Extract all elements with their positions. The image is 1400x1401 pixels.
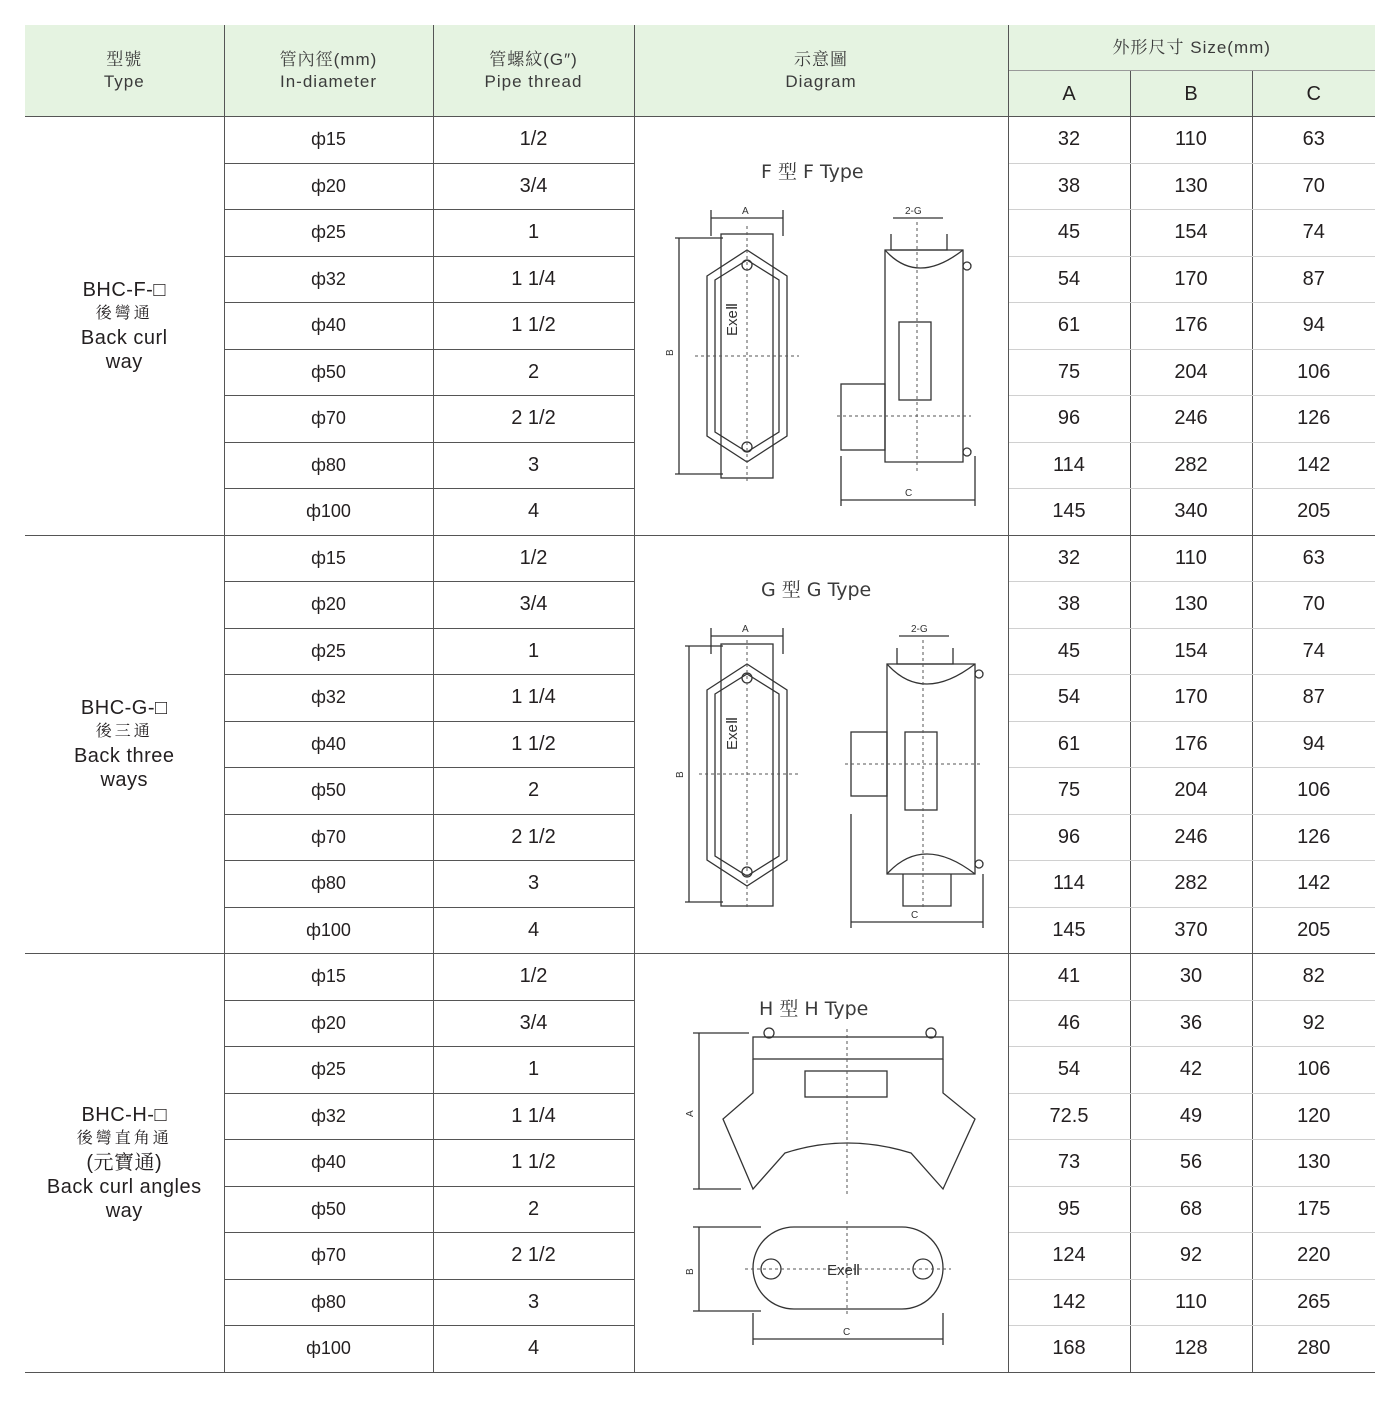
in-diameter-cell: ф32 [224,675,433,722]
size-a-cell: 75 [1008,349,1130,396]
model-name-cn: 後三通 [95,723,153,741]
header-size: 外形尺寸 Size(mm) [1008,25,1375,71]
header-type: 型號 Type [25,25,224,117]
table-row [25,954,1375,1001]
in-diameter-cell: ф80 [224,442,433,489]
dimension-label: A [685,1110,696,1117]
size-a-cell: 142 [1008,1279,1130,1326]
in-diameter-cell: ф25 [224,1047,433,1094]
size-b-cell: 130 [1130,582,1252,629]
diagram-cell [634,117,1008,536]
diagram-cell [634,535,1008,954]
pipe-thread-cell: 1 1/2 [433,721,634,768]
size-c-cell: 92 [1252,1000,1375,1047]
size-c-cell: 126 [1252,396,1375,443]
in-diameter-cell: ф100 [224,907,433,954]
size-b-cell: 110 [1130,1279,1252,1326]
size-a-cell: 46 [1008,1000,1130,1047]
pipe-thread-cell: 3 [433,861,634,908]
size-b-cell: 282 [1130,442,1252,489]
in-diameter-cell: ф25 [224,628,433,675]
dimension-label: B [675,771,686,779]
size-a-cell: 38 [1008,163,1130,210]
header-col-b: B [1130,71,1252,117]
dimension-label: B [685,1268,696,1275]
f-type-diagram [641,126,1001,526]
in-diameter-cell: ф20 [224,582,433,629]
dimension-label: C [843,1326,851,1338]
header-col-c: C [1252,71,1375,117]
size-a-cell: 38 [1008,582,1130,629]
in-diameter-cell: ф25 [224,210,433,257]
spec-table [25,25,1375,1373]
pipe-thread-cell: 1 1/2 [433,303,634,350]
in-diameter-cell: ф15 [224,954,433,1001]
size-b-cell: 154 [1130,628,1252,675]
size-a-cell: 45 [1008,210,1130,257]
pipe-thread-cell: 2 [433,349,634,396]
pipe-thread-cell: 2 1/2 [433,1233,634,1280]
pipe-thread-cell: 1 1/4 [433,675,634,722]
size-c-cell: 74 [1252,210,1375,257]
in-diameter-cell: ф40 [224,303,433,350]
size-b-cell: 110 [1130,117,1252,164]
pipe-thread-cell: 1 [433,628,634,675]
size-b-cell: 176 [1130,721,1252,768]
size-a-cell: 61 [1008,303,1130,350]
in-diameter-cell: ф15 [224,535,433,582]
size-c-cell: 142 [1252,442,1375,489]
size-c-cell: 120 [1252,1093,1375,1140]
size-a-cell: 96 [1008,396,1130,443]
pipe-thread-cell: 1 [433,210,634,257]
in-diameter-cell: ф100 [224,1326,433,1373]
size-c-cell: 106 [1252,349,1375,396]
header-pipe-thread: 管螺紋(G″) Pipe thread [433,25,634,117]
size-c-cell: 265 [1252,1279,1375,1326]
model-name-cn: 後彎通 [95,304,153,322]
pipe-thread-cell: 1/2 [433,954,634,1001]
dimension-label: ExeⅡ [724,302,741,336]
size-b-cell: 340 [1130,489,1252,536]
pipe-thread-cell: 3 [433,442,634,489]
size-b-cell: 92 [1130,1233,1252,1280]
size-b-cell: 170 [1130,675,1252,722]
dimension-label: B [665,349,676,356]
model-type-cell [25,954,224,1373]
in-diameter-cell: ф40 [224,1140,433,1187]
model-type-cell [25,117,224,536]
size-c-cell: 106 [1252,1047,1375,1094]
size-c-cell: 94 [1252,303,1375,350]
size-c-cell: 87 [1252,675,1375,722]
dimension-label: C [911,910,919,922]
size-c-cell: 63 [1252,535,1375,582]
size-b-cell: 154 [1130,210,1252,257]
dimension-label: ExeⅡ [827,1261,861,1279]
in-diameter-cell: ф80 [224,861,433,908]
in-diameter-cell: ф50 [224,349,433,396]
header-diagram: 示意圖 Diagram [634,25,1008,117]
in-diameter-cell: ф32 [224,1093,433,1140]
size-a-cell: 72.5 [1008,1093,1130,1140]
size-c-cell: 87 [1252,256,1375,303]
size-a-cell: 168 [1008,1326,1130,1373]
size-b-cell: 30 [1130,954,1252,1001]
dim-a-label: A [742,205,749,217]
pipe-thread-cell: 2 [433,768,634,815]
diagram-title: G 型 G Type [761,579,872,602]
size-c-cell: 142 [1252,861,1375,908]
size-c-cell: 280 [1252,1326,1375,1373]
size-b-cell: 282 [1130,861,1252,908]
size-a-cell: 114 [1008,861,1130,908]
size-c-cell: 74 [1252,628,1375,675]
size-b-cell: 36 [1130,1000,1252,1047]
model-code: BHC-F-□ [82,278,166,301]
model-code: BHC-G-□ [80,697,168,720]
size-a-cell: 145 [1008,907,1130,954]
model-type-cell [25,535,224,954]
size-a-cell: 61 [1008,721,1130,768]
pipe-thread-cell: 2 1/2 [433,814,634,861]
model-name-line: way [105,350,143,373]
size-b-cell: 176 [1130,303,1252,350]
pipe-thread-cell: 1 1/4 [433,256,634,303]
size-b-cell: 130 [1130,163,1252,210]
size-c-cell: 82 [1252,954,1375,1001]
table-row [25,117,1375,164]
size-b-cell: 204 [1130,349,1252,396]
table-body [25,117,1375,1373]
size-c-cell: 205 [1252,907,1375,954]
size-c-cell: 126 [1252,814,1375,861]
size-c-cell: 130 [1252,1140,1375,1187]
g-type-diagram [641,544,1001,944]
dimension-label: C [905,487,913,499]
size-b-cell: 49 [1130,1093,1252,1140]
pipe-thread-cell: 1 1/4 [433,1093,634,1140]
size-a-cell: 145 [1008,489,1130,536]
in-diameter-cell: ф32 [224,256,433,303]
header-col-a: A [1008,71,1130,117]
in-diameter-cell: ф70 [224,396,433,443]
in-diameter-cell: ф15 [224,117,433,164]
size-c-cell: 70 [1252,582,1375,629]
pipe-thread-cell: 4 [433,907,634,954]
in-diameter-cell: ф20 [224,163,433,210]
pipe-thread-cell: 3/4 [433,582,634,629]
model-name-line: Back three [73,745,175,768]
dimension-label: ExeⅡ [724,717,741,751]
table-row [25,535,1375,582]
size-a-cell: 45 [1008,628,1130,675]
model-name-line: Back curl angles [46,1175,202,1198]
pipe-thread-cell: 2 [433,1186,634,1233]
in-diameter-cell: ф70 [224,1233,433,1280]
dimension-label: 2-G [905,205,922,217]
size-c-cell: 94 [1252,721,1375,768]
pipe-thread-cell: 1/2 [433,535,634,582]
size-b-cell: 170 [1130,256,1252,303]
size-a-cell: 32 [1008,535,1130,582]
size-c-cell: 70 [1252,163,1375,210]
in-diameter-cell: ф20 [224,1000,433,1047]
size-a-cell: 32 [1008,117,1130,164]
size-c-cell: 220 [1252,1233,1375,1280]
size-b-cell: 42 [1130,1047,1252,1094]
size-a-cell: 96 [1008,814,1130,861]
in-diameter-cell: ф100 [224,489,433,536]
model-name-line: (元寶通) [86,1151,163,1174]
model-name-line: Back curl [80,326,168,349]
pipe-thread-cell: 4 [433,1326,634,1373]
pipe-thread-cell: 1 [433,1047,634,1094]
size-c-cell: 205 [1252,489,1375,536]
diagram-cell [634,954,1008,1373]
pipe-thread-cell: 2 1/2 [433,396,634,443]
size-b-cell: 128 [1130,1326,1252,1373]
in-diameter-cell: ф80 [224,1279,433,1326]
pipe-thread-cell: 1 1/2 [433,1140,634,1187]
size-c-cell: 106 [1252,768,1375,815]
diagram-title: H 型 H Type [759,997,869,1020]
model-code: BHC-H-□ [81,1103,168,1126]
pipe-thread-cell: 4 [433,489,634,536]
in-diameter-cell: ф50 [224,768,433,815]
size-a-cell: 54 [1008,256,1130,303]
diagram-title: F 型 F Type [761,160,864,183]
model-name-line: ways [100,769,149,792]
size-b-cell: 56 [1130,1140,1252,1187]
in-diameter-cell: ф50 [224,1186,433,1233]
pipe-thread-cell: 3/4 [433,1000,634,1047]
model-name-cn: 後彎直角通 [76,1129,172,1147]
size-b-cell: 246 [1130,396,1252,443]
h-type-diagram [641,963,1001,1363]
size-a-cell: 75 [1008,768,1130,815]
size-a-cell: 54 [1008,1047,1130,1094]
size-b-cell: 110 [1130,535,1252,582]
size-b-cell: 246 [1130,814,1252,861]
in-diameter-cell: ф70 [224,814,433,861]
size-a-cell: 95 [1008,1186,1130,1233]
dimension-label: 2-G [911,624,928,636]
header-in-diameter: 管內徑(mm) In-diameter [224,25,433,117]
size-a-cell: 124 [1008,1233,1130,1280]
size-b-cell: 370 [1130,907,1252,954]
size-a-cell: 54 [1008,675,1130,722]
size-a-cell: 41 [1008,954,1130,1001]
size-a-cell: 73 [1008,1140,1130,1187]
pipe-thread-cell: 3/4 [433,163,634,210]
size-b-cell: 204 [1130,768,1252,815]
size-a-cell: 114 [1008,442,1130,489]
size-c-cell: 175 [1252,1186,1375,1233]
dimension-label: A [742,624,749,636]
size-b-cell: 68 [1130,1186,1252,1233]
pipe-thread-cell: 3 [433,1279,634,1326]
pipe-thread-cell: 1/2 [433,117,634,164]
model-name-line: way [105,1199,143,1222]
size-c-cell: 63 [1252,117,1375,164]
in-diameter-cell: ф40 [224,721,433,768]
